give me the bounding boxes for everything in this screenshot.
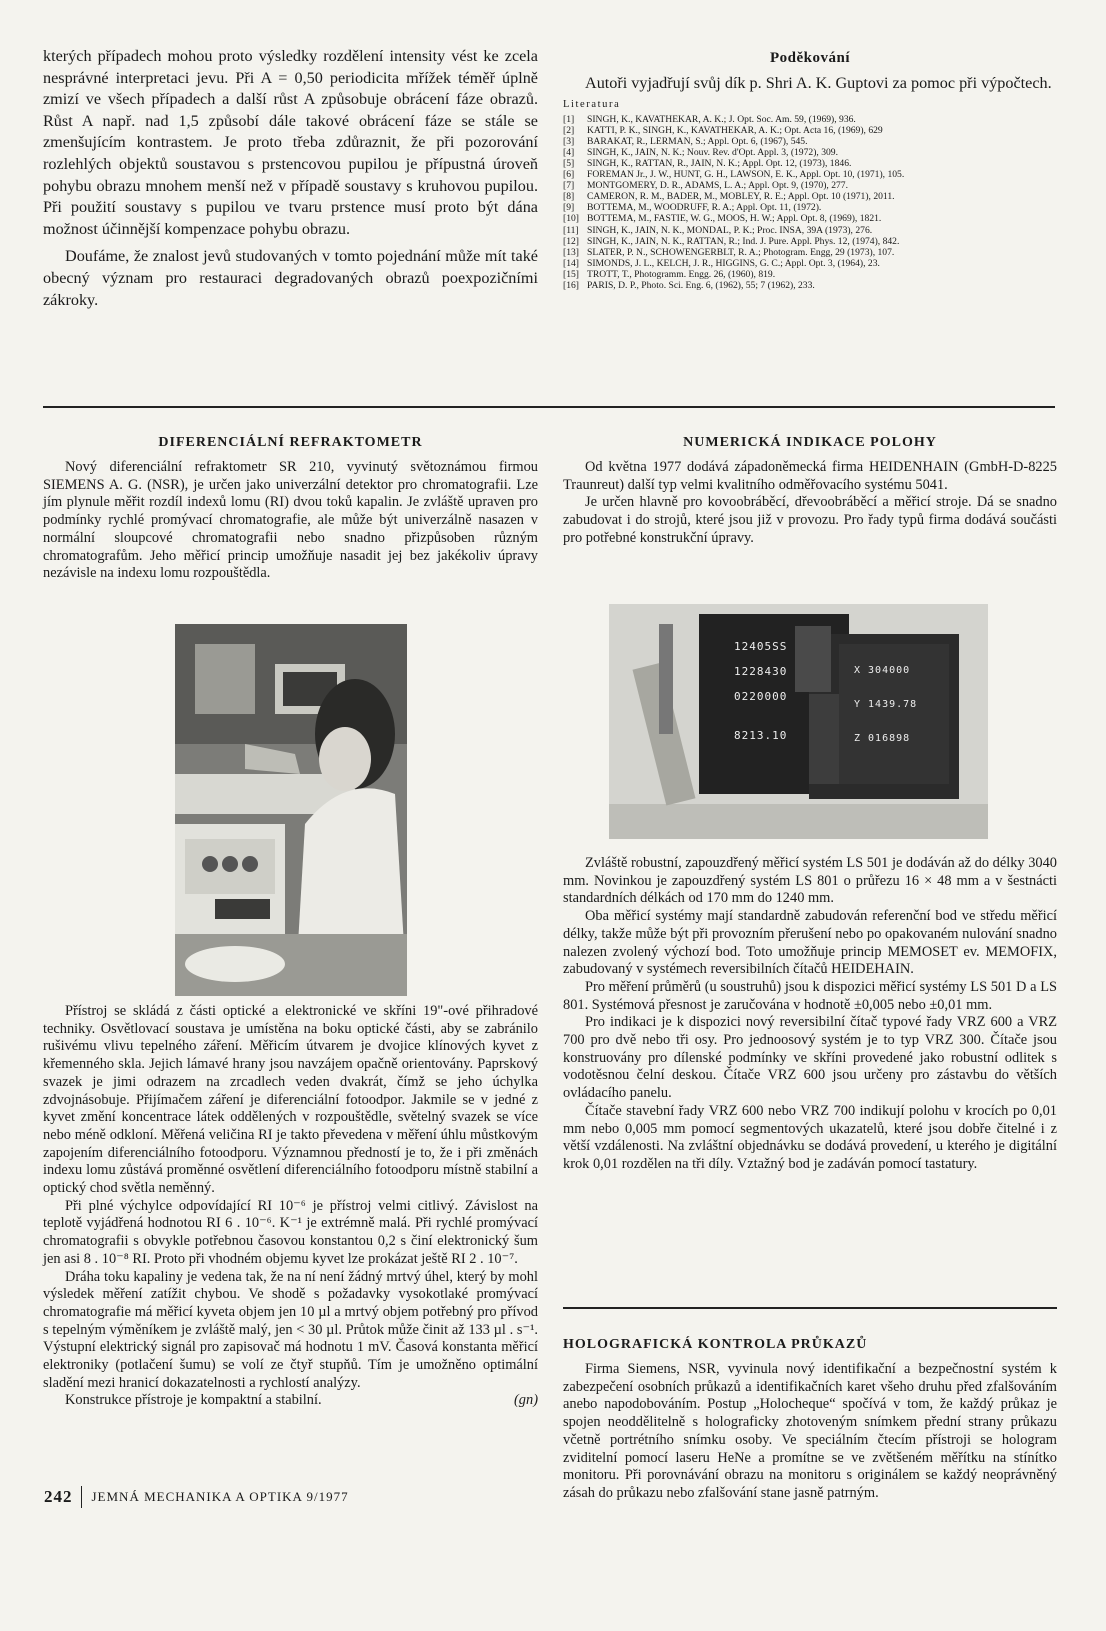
acknowledgement-heading: Poděkování	[769, 50, 850, 66]
reference-number: [1]	[563, 113, 575, 125]
reference-number: [3]	[563, 135, 575, 147]
readout-y: Y 1439.78	[854, 699, 918, 710]
indikace-paragraph-3: Zvláště robustní, zapouzdřený měřicí systém LS 501 je dodáván až do délky 3040 mm. Novinkou je zapouzdřený systém LS 801 o průřezu 16 × 48 mm a v šestnácti standardních délkách od 170 mm do 1240 mm.	[563, 855, 1057, 907]
reference-number: [7]	[563, 180, 575, 192]
reference-text: SIMONDS, J. L., KELCH, J. R., HIGGINS, G. C.; Appl. Opt. 3, (1964), 23.	[587, 257, 880, 269]
reference-number: [4]	[563, 146, 575, 158]
reference-text: TROTT, T., Photogramm. Engg. 26, (1960), 819.	[587, 268, 776, 280]
reference-item	[563, 236, 1057, 247]
left-top-column	[43, 46, 538, 311]
paragraph-conclusion: kterých případech mohou proto výsledky rozdělení intensity vést ke zcela nesprávné interpretaci jevu. Při A = 0,50 periodicita mřížek téměř úplně zmizí ve všech případech a další růst A způsobuje obrácení fáze obrazů. Růst A např. nad 1,5 způsobí dále takové obrácení fáze se stále se zmenšujícím kontrastem. Je proto třeba zdůraznit, že při pozorování rozlehlých objektů soustavou s prstencovou pupilou je přípustná úroveň pohybu obrazu mnohem menší než v případě soustavy s kruhovou pupilou. Při použití soustavy s pupilou ve tvaru prstence musí proto být dána možnost účinnější kompenzace pohybu obrazu.	[43, 47, 538, 238]
reference-number: [10]	[563, 213, 579, 225]
reference-text: SINGH, K., JAIN, N. K., RATTAN, R.; Ind. J. Pure. Appl. Phys. 12, (1974), 842.	[587, 235, 900, 247]
readout-1: 12405SS	[734, 640, 788, 653]
indikace-paragraph-1: Od května 1977 dodává západoněmecká firma HEIDENHAIN (GmbH-D-8225 Traunreut) další typ velmi kvalitního odměřovacího systému 5041.	[563, 459, 1057, 493]
footer-separator	[81, 1486, 82, 1508]
reference-item	[563, 225, 1057, 236]
reference-number: [5]	[563, 157, 575, 169]
reference-item	[563, 258, 1057, 269]
reference-number: [12]	[563, 235, 579, 247]
refraktometr-heading: DIFERENCIÁLNÍ REFRAKTOMETR	[158, 435, 423, 450]
indikace-paragraph-4: Oba měřicí systémy mají standardně zabudován referenční bod ve středu měřicí délky, takže může být při provozním přerušení nebo po opakovaném nulování snadno nalezen zvolený výchozí bod. Toto umožňuje princip MEMOSET ev. MEMOFIX, zabudovaný v systémech reversibilních čítačů HEIDEHAIN.	[563, 908, 1057, 978]
readout-x: X 304000	[854, 665, 911, 676]
refraktometr-paragraph-3: Dráha toku kapaliny je vedena tak, že na ní není žádný mrtvý úhel, který by mohl výsledek měření zatížit chybou. Ve shodě s požadavky vysokotlaké promývací chromatografie má měřicí kyveta objem jen 10 µl a mrtvý objem potřebný pro přívod s tepelným výměníkem je zvláště malý, jen < 30 µl. Průtok může činit až 133 µl . s⁻¹. Výstupní elektrický signál pro zapisovač má hodnotu 1 mV. Časová konstanta měřicí elektroniky (potlačení šumu) se volí ze čtyř stupňů. Tím je umožněno optimální sladění mezi hranicí dokazatelnosti a rychlostí analýzy.	[43, 1268, 538, 1391]
indikace-paragraph-7: Čítače stavební řady VRZ 600 nebo VRZ 700 indikují polohu v krocích po 0,01 mm nebo 0,005 mm pomocí segmentových ukazatelů, které jsou dobře čitelné i z větší vzdálenosti. Na zvláštní objednávku se dodává provedení, u kterého je digitální krok 0,01 rozdělen na tři díly. Vztažný bod je zadáván pomocí tastatury.	[563, 1102, 1057, 1172]
reference-number: [9]	[563, 202, 575, 214]
reference-item	[563, 136, 1057, 147]
reference-text: KATTI, P. K., SINGH, K., KAVATHEKAR, A. K.; Opt. Acta 16, (1969), 629	[587, 124, 883, 136]
reference-text: PARIS, D. P., Photo. Sci. Eng. 6, (1962), 55; 7 (1962), 233.	[587, 280, 815, 291]
reference-number: [11]	[563, 224, 579, 236]
reference-text: SINGH, K., KAVATHEKAR, A. K.; J. Opt. Soc. Am. 59, (1969), 936.	[587, 113, 856, 125]
journal-title: JEMNÁ MECHANIKA A OPTIKA 9/1977	[91, 1489, 349, 1504]
refraktometr-paragraph-2: Při plné výchylce odpovídající RI 10⁻⁶ je přístroj velmi citlivý. Závislost na teplotě vyjádřená hodnotou RI 6 . 10⁻⁶. K⁻¹ je extrémně malá. Při rychlé promývací chromatografii s obvykle potřebnou časovou konstantou 0,2 s činí elektronický šum jen asi 8 . 10⁻⁸ RI. Proto při vhodném objemu kyvet lze prokázat ještě RI 2 . 10⁻⁷.	[43, 1197, 538, 1267]
reference-item	[563, 247, 1057, 258]
indikace-paragraph-2: Je určen hlavně pro kovoobráběcí, dřevoobráběcí a měřicí stroje. Dá se snadno zabudovat i do strojů, které jsou již v provozu. Pro řady typů firma dodává součásti pro potřebné konstrukční úpravy.	[563, 494, 1057, 546]
refraktometr-paragraph-4	[43, 1392, 538, 1410]
reference-item	[563, 213, 1057, 224]
reference-item	[563, 280, 1057, 291]
refraktometr-paragraph-1: Přístroj se skládá z části optické a elektronické ve skříni 19"-ové přihradové techniky. Osvětlovací soustava je umístěna na boku optické části, aby se zabránilo rušivému vlivu tepelného záření. Měřicím útvarem je dvojice klínových kyvet z křemenného skla. Jejich lámavé hrany jsou navzájem opačně orientovány. Paprskový svazek je jimi odrazem na zrcadlech veden dvakrát, čímž se jeho úchylka zdvojnásobuje. Přijímačem záření je diferenciální fotoodpor. Jakmile se v jedné z kyvet změní koncentrace látek oddělených v rozpouštědle, světelný svazek se více nebo méně odkloní. Měřená veličina RI je takto převedena v měření úhlu můstkovým zapojením diferenciálního fotoodporu. Významnou předností je to, že i při změnách indexu lomu zůstává proměnné osvětlení diferenciálního fotoodporu místně stabilní a optický chod světla neměnný.	[43, 1003, 538, 1197]
section-divider	[43, 406, 1055, 408]
reference-number: [15]	[563, 268, 579, 280]
readout-2: 1228430	[734, 665, 788, 678]
reference-text: MONTGOMERY, D. R., ADAMS, L. A.; Appl. Opt. 9, (1970), 277.	[587, 180, 849, 192]
readout-right-panel	[854, 654, 917, 756]
readout-left-panel	[734, 634, 787, 748]
refraktometr-article	[43, 435, 538, 583]
reference-item	[563, 114, 1057, 125]
indikace-body	[563, 855, 1057, 1174]
refraktometr-body	[43, 1003, 538, 1410]
indikace-heading: NUMERICKÁ INDIKACE POLOHY	[683, 435, 937, 450]
reference-text: SINGH, K., JAIN, N. K., MONDAL, P. K.; Proc. INSA, 39A (1973), 276.	[587, 224, 873, 236]
refraktometr-intro: Nový diferenciální refraktometr SR 210, vyvinutý světoznámou firmou SIEMENS A. G. (NSR), je určen jako univerzální detektor pro chromatografii. Lze jím plynule měřit rozdíl indexů lomu (RI) dvou toků kapalin. Je zvláště upraven pro podmínky rychlé promývací chromatografie, ale může být univerzálně nasazen v normální sloupcové chromatografii nebo snadno přizpůsoben různým chromatografům. Jeho měřicí princip umožňuje nasadit jej bez jakékoliv úpravy nezávisle na indexu lomu rozpouštědla.	[43, 459, 538, 582]
reference-text: FOREMAN Jr., J. W., HUNT, G. H., LAWSON, E. K., Appl. Opt. 10, (1971), 105.	[587, 169, 905, 181]
reference-text: BARAKAT, R., LERMAN, S.; Appl. Opt. 6, (1967), 545.	[587, 135, 808, 147]
reference-number: [2]	[563, 124, 575, 136]
right-top-column	[563, 50, 1057, 291]
reference-number: [13]	[563, 246, 579, 258]
acknowledgement-text: Autoři vyjadřují svůj dík p. Shri A. K. Guptovi za pomoc při výpočtech.	[585, 74, 1052, 92]
position-display-illustration	[609, 604, 988, 839]
reference-number: [14]	[563, 257, 579, 269]
page-footer	[44, 1486, 349, 1508]
reference-item	[563, 169, 1057, 180]
indikace-photo	[609, 604, 988, 839]
reference-text: CAMERON, R. M., BADER, M., MOBLEY, R. E.; Appl. Opt. 10 (1971), 2011.	[587, 191, 895, 203]
indikace-article	[563, 435, 1057, 548]
reference-text: BOTTEMA, M., WOODRUFF, R. A.; Appl. Opt. 11, (1972).	[587, 202, 822, 214]
indikace-paragraph-5: Pro měření průměrů (u soustruhů) jsou k dispozici měřicí systémy LS 501 D a LS 801. Systémová přesnost je zaručována v hodnotě ±0,005 nebo ±0,01 mm.	[563, 978, 1057, 1013]
reference-item	[563, 191, 1057, 202]
reference-list	[563, 114, 1057, 292]
literature-title: Literatura	[563, 98, 621, 110]
indikace-paragraph-6: Pro indikaci je k dispozici nový reversibilní čítač typové řady VRZ 600 a VRZ 700 pro dvě nebo tři osy. Pro jednoosový systém je to typ VRZ 300. Čítače jsou konstruovány pro dílenské podmínky ve skříni provedené jako robustní odlitek s vodotěsnou čelní deskou. Čítače VRZ 600 jsou určeny pro zástavbu do větších ovládacího panelu.	[563, 1014, 1057, 1102]
readout-3: 0220000	[734, 690, 788, 703]
reference-text: SLATER, P. N., SCHOWENGERBLT, R. A.; Photogram. Engg, 29 (1973), 107.	[587, 246, 895, 258]
author-signature: (gn)	[514, 1392, 538, 1409]
holografie-heading: HOLOGRAFICKÁ KONTROLA PRŮKAZŮ	[563, 1337, 868, 1352]
lab-photo-illustration	[175, 624, 407, 996]
reference-text: SINGH, K., JAIN, N. K.; Nouv. Rev. d'Opt. Appl. 3, (1972), 309.	[587, 146, 838, 158]
reference-item	[563, 147, 1057, 158]
readout-4: 8213.10	[734, 729, 788, 742]
reference-text: BOTTEMA, M., FASTIE, W. G., MOOS, H. W.; Appl. Opt. 8, (1969), 1821.	[587, 213, 882, 225]
page-number: 242	[44, 1487, 73, 1506]
holografie-paragraph: Firma Siemens, NSR, vyvinula nový identifikační a bezpečnostní systém k zabezpečení osobních průkazů a identifikačních karet všeho druhu před zfalšováním anebo napodobováním. Postup „Holocheque“ spočívá v tom, že každý průkaz je spojen neoddělitelně s holograficky zhotoveným snímkem přední strany průkazu včetně portrétního snímku osoby. Ve speciálním čtecím přístroji se hologram zviditelní pomocí laseru HeNe a promítne se ve zvětšeném měřítku na stínítko monitoru. Při porovnávání obrazu na monitoru s originálem se každý neoprávněný zásah do průkazu nebo zfalšování stane jasně patrným.	[563, 1361, 1057, 1501]
holografie-divider	[563, 1307, 1057, 1309]
readout-z: Z 016898	[854, 733, 911, 744]
reference-number: [8]	[563, 191, 575, 203]
refraktometr-photo	[175, 624, 407, 996]
reference-item	[563, 158, 1057, 169]
reference-number: [16]	[563, 280, 579, 291]
holografie-article	[563, 1337, 1057, 1503]
reference-item	[563, 202, 1057, 213]
reference-item	[563, 269, 1057, 280]
reference-text: SINGH, K., RATTAN, R., JAIN, N. K.; Appl. Opt. 12, (1973), 1846.	[587, 157, 852, 169]
reference-number: [6]	[563, 169, 575, 181]
refraktometr-closing: Konstrukce přístroje je kompaktní a stabilní.	[65, 1392, 322, 1409]
reference-item	[563, 125, 1057, 136]
paragraph-outlook: Doufáme, že znalost jevů studovaných v tomto pojednání může mít také obecný význam pro restauraci degradovaných obrazů poexpozičními zákroky.	[43, 247, 538, 309]
reference-item	[563, 180, 1057, 191]
